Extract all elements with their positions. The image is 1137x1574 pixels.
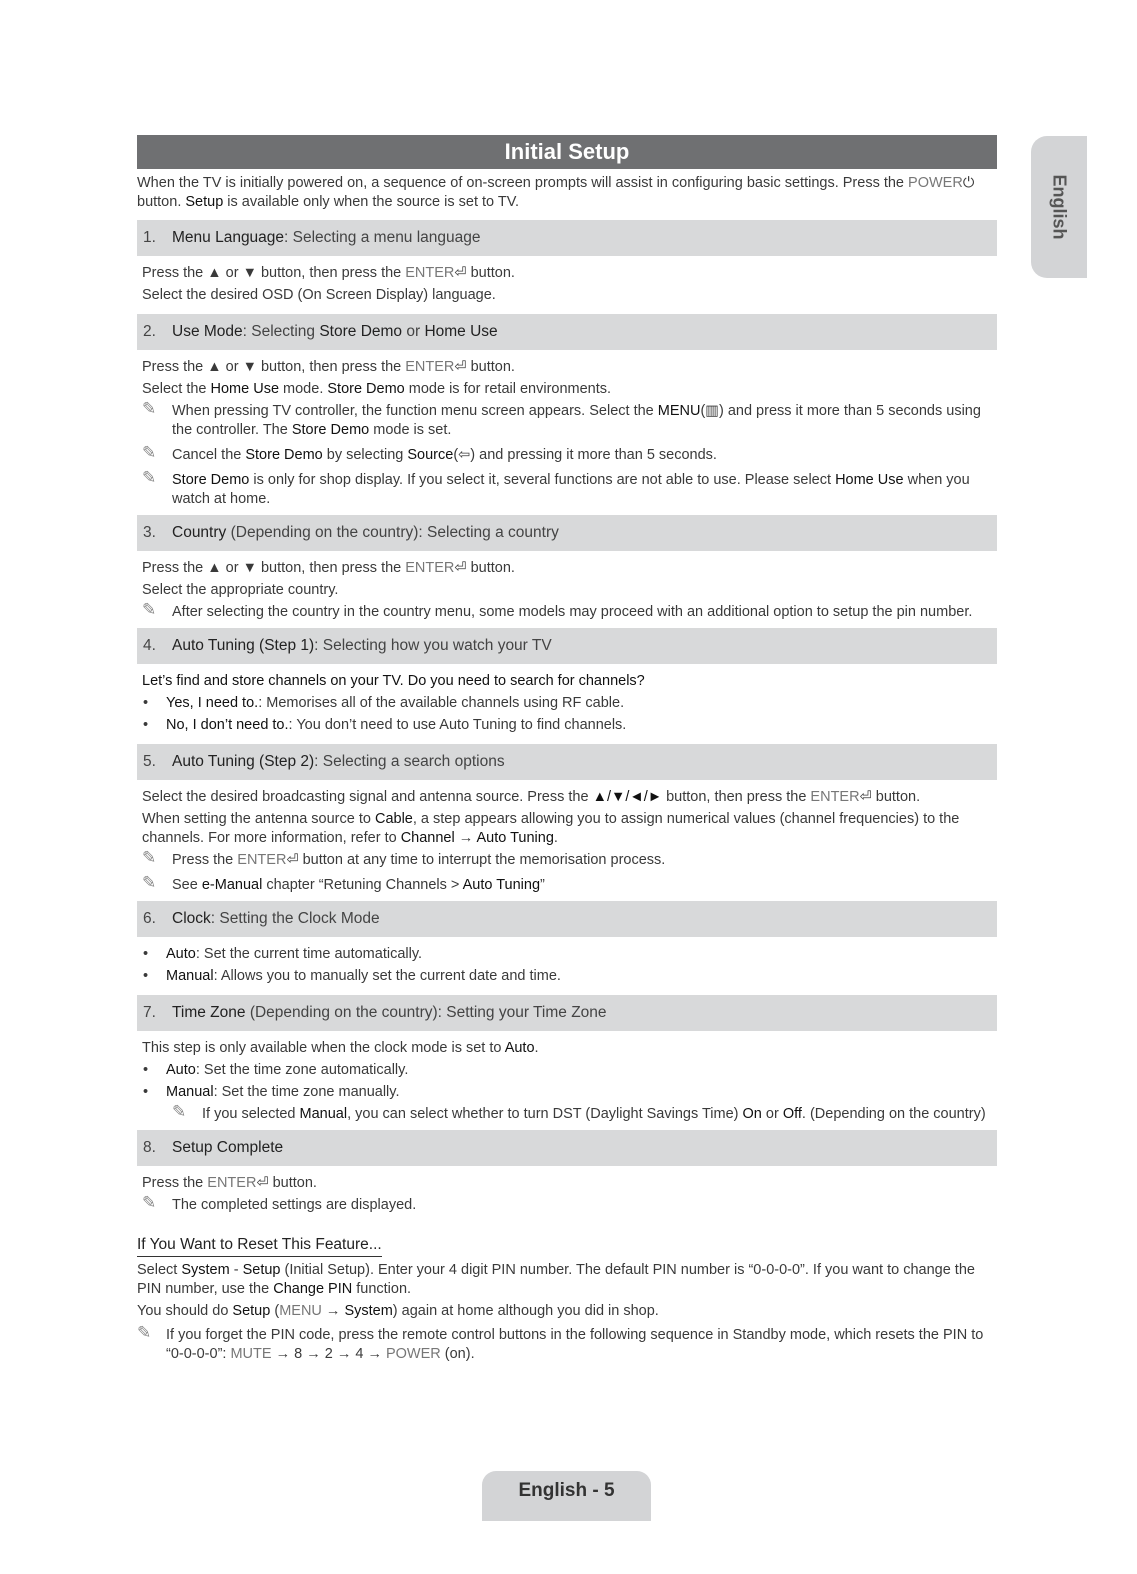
section-7-note: ✎ If you selected Manual, you can select whether to turn DST (Daylight Savings Time) On or Off. (Depending on the country)	[172, 1102, 986, 1122]
section-8-header: 8. Setup Complete	[137, 1130, 997, 1166]
section-6-bullet-1: • Auto: Set the current time automatically.	[143, 946, 423, 962]
power-icon: ⏻	[962, 175, 975, 191]
section-5-text-2: When setting the antenna source to Cable, a step appears allowing you to assign numerical values (channel frequencies) to the channels. For more information, refer to Channel → Auto Tuning.	[142, 811, 960, 846]
section-1-instruction: Press the ▲ or ▼ button, then press the ENTER⏎ button.	[142, 265, 515, 281]
section-7-bullet-1: • Auto: Set the time zone automatically.	[143, 1062, 409, 1078]
section-2-note-2: ✎ Cancel the Store Demo by selecting Source(⇦) and pressing it more than 5 seconds.	[142, 443, 717, 463]
section-8-instruction: Press the ENTER⏎ button.	[142, 1175, 317, 1191]
pencil-icon: ✎	[142, 443, 157, 462]
pencil-icon: ✎	[142, 848, 157, 867]
section-2-note-3: ✎ Store Demo is only for shop display. If you select it, several functions are not able to use. Please select Home Use when you watch at home.	[142, 468, 970, 507]
section-5-note-2: ✎ See e-Manual chapter “Retuning Channels > Auto Tuning”	[142, 873, 545, 893]
section-3-text: Select the appropriate country.	[142, 582, 339, 598]
section-8-note: ✎ The completed settings are displayed.	[142, 1193, 417, 1213]
section-3-header: 3. Country (Depending on the country): Selecting a country	[137, 515, 997, 551]
section-4-bullet-1: • Yes, I need to.: Memorises all of the available channels using RF cable.	[143, 695, 625, 711]
pencil-icon: ✎	[137, 1323, 152, 1342]
section-6-bullet-2: • Manual: Allows you to manually set the current date and time.	[143, 968, 561, 984]
section-7-bullet-2: • Manual: Set the time zone manually.	[143, 1084, 400, 1100]
pencil-icon: ✎	[172, 1102, 187, 1121]
pencil-icon: ✎	[142, 873, 157, 892]
section-5-note-1: ✎ Press the ENTER⏎ button at any time to interrupt the memorisation process.	[142, 848, 666, 868]
section-1-header: 1. Menu Language: Selecting a menu language	[137, 220, 997, 256]
reset-paragraph-2: You should do Setup (MENU → System) again at home although you did in shop.	[137, 1303, 659, 1319]
section-3-note: ✎ After selecting the country in the country menu, some models may proceed with an additional option to setup the pin number.	[142, 600, 973, 620]
page-footer: English - 5	[482, 1471, 651, 1521]
reset-paragraph-1: Select System - Setup (Initial Setup). Enter your 4 digit PIN number. The default PIN number is “0-0-0-0”. If you want to change the PIN number, use the Change PIN function.	[137, 1262, 975, 1297]
section-5-header: 5. Auto Tuning (Step 2): Selecting a search options	[137, 744, 997, 780]
intro-paragraph: When the TV is initially powered on, a sequence of on-screen prompts will assist in configuring basic settings. Press the POWER⏻ button. Setup is available only when the source is set to TV.	[137, 175, 975, 210]
enter-icon: ⏎	[454, 560, 467, 576]
section-4-bullet-2: • No, I don’t need to.: You don’t need to use Auto Tuning to find channels.	[143, 717, 627, 733]
pencil-icon: ✎	[142, 1193, 157, 1212]
pencil-icon: ✎	[142, 600, 157, 619]
reset-note: ✎ If you forget the PIN code, press the remote control buttons in the following sequence in Standby mode, which resets the PIN to “0-0-0-0”: MUTE → 8 → 2 → 4 → POWER (on).	[137, 1323, 984, 1362]
section-4-header: 4. Auto Tuning (Step 1): Selecting how you watch your TV	[137, 628, 997, 664]
arrow-keys-icon: ▲/▼/◄/►	[592, 789, 663, 805]
section-2-note-1: ✎ When pressing TV controller, the function menu screen appears. Select the MENU(▥) and press it more than 5 seconds using the controller. The Store Demo mode is set.	[142, 399, 981, 438]
section-6-header: 6. Clock: Setting the Clock Mode	[137, 901, 997, 937]
language-side-tab	[1031, 136, 1087, 278]
section-2-text: Select the Home Use mode. Store Demo mode is for retail environments.	[142, 381, 612, 397]
enter-icon: ⏎	[454, 359, 467, 375]
pencil-icon: ✎	[142, 468, 157, 487]
enter-icon: ⏎	[256, 1175, 269, 1191]
section-2-instruction: Press the ▲ or ▼ button, then press the ENTER⏎ button.	[142, 359, 515, 375]
enter-icon: ⏎	[286, 852, 299, 868]
menu-icon: (▥)	[700, 403, 724, 419]
section-5-text-1: Select the desired broadcasting signal and antenna source. Press the ▲/▼/◄/► button, then press the ENTER⏎ button.	[142, 789, 921, 805]
language-side-tab-label: English	[1049, 174, 1070, 240]
pencil-icon: ✎	[142, 399, 157, 418]
reset-heading: If You Want to Reset This Feature...	[137, 1235, 382, 1257]
source-icon: (⇦)	[453, 447, 476, 463]
section-2-header: 2. Use Mode: Selecting Store Demo or Home Use	[137, 314, 997, 350]
section-7-header: 7. Time Zone (Depending on the country): Setting your Time Zone	[137, 995, 997, 1031]
enter-icon: ⏎	[454, 265, 467, 281]
section-7-text: This step is only available when the clock mode is set to Auto.	[142, 1040, 539, 1056]
document-body	[137, 174, 997, 1370]
section-3-instruction: Press the ▲ or ▼ button, then press the ENTER⏎ button.	[142, 560, 515, 576]
section-4-question: Let’s find and store channels on your TV. Do you need to search for channels?	[142, 673, 645, 689]
enter-icon: ⏎	[859, 789, 872, 805]
section-1-text: Select the desired OSD (On Screen Display) language.	[142, 287, 496, 303]
page-title: Initial Setup	[137, 135, 997, 169]
